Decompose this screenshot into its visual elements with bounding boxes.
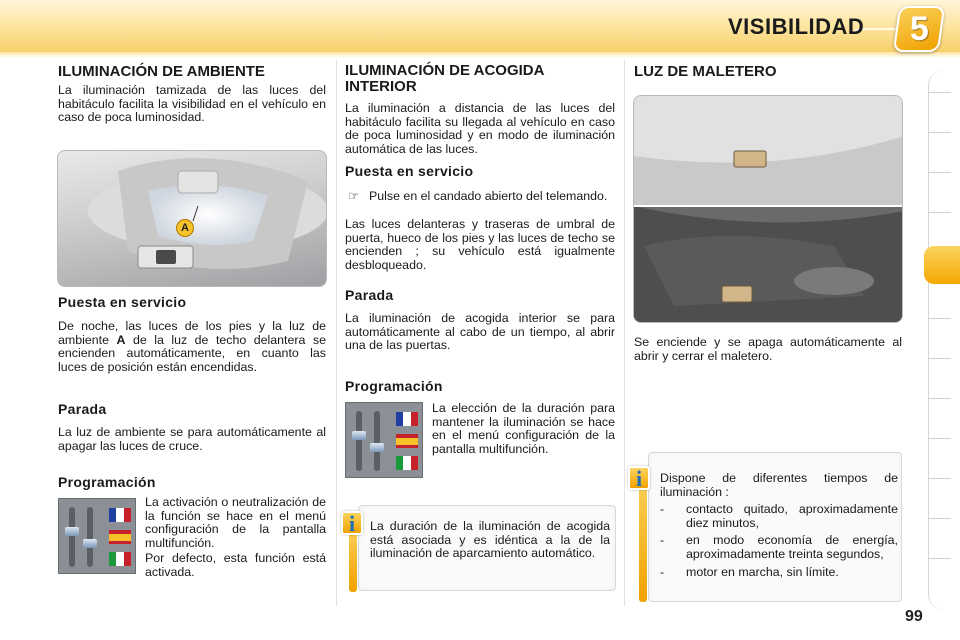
- page-number: 99: [905, 608, 923, 625]
- tab-divider: [929, 518, 951, 519]
- ambient-intro-text: La iluminación tamizada de las luces del habitáculo facilita la visibilidad en el vehículo en caso de poca luminosidad.: [58, 83, 326, 125]
- info-icon: i: [341, 511, 363, 535]
- list-item: [660, 503, 898, 530]
- tab-divider: [929, 212, 951, 213]
- ambient-activation-text-part2: de la luz de techo delantera se encienden automáticamente, en cuanto las luces de posición están encendidas.: [58, 332, 326, 374]
- tab-divider: [929, 132, 951, 133]
- header-band-shadow: [0, 52, 960, 58]
- pointing-hand-icon: ☞: [348, 189, 360, 203]
- ambient-default-text: Por defecto, esta función está activada.: [145, 551, 326, 579]
- flag-france-icon: [396, 412, 418, 426]
- column-divider: [624, 60, 625, 606]
- tab-divider: [929, 438, 951, 439]
- chapter-number-badge: [893, 6, 945, 52]
- ambient-activation-text-part1: De noche, las luces de los pies y la luz de ambiente: [58, 319, 326, 347]
- flag-france-icon: [109, 508, 131, 522]
- ceiling-light-illustration: [58, 151, 327, 287]
- info-icon: i: [628, 466, 650, 490]
- column-divider: [336, 60, 337, 606]
- welcome-programming-text: La elección de la duración para mantener la iluminación se hace en el menú configuración de la pantalla multifunción.: [432, 401, 615, 456]
- boot-light-text: Se enciende y se apaga automáticamente al abrir y cerrar el maletero.: [634, 335, 902, 363]
- info-lighting-durations-content: [660, 472, 898, 579]
- list-item-text: motor en marcha, sin límite.: [686, 564, 839, 579]
- lighting-duration-list: [660, 503, 898, 579]
- subsection-title-stop: Parada: [58, 401, 107, 417]
- list-item-text: contacto quitado, aproximadamente diez minutos,: [686, 502, 898, 530]
- multifunction-settings-icon: [58, 498, 136, 574]
- subsection-title-programming: Programación: [345, 378, 443, 394]
- boot-light-photo: [633, 95, 903, 323]
- subsection-title-stop: Parada: [345, 287, 394, 303]
- ambient-activation-text: [58, 320, 326, 374]
- subsection-title-activation: Puesta en servicio: [58, 294, 187, 310]
- flag-spain-icon: [109, 530, 131, 544]
- section-title-ambient-lighting: ILUMINACIÓN DE AMBIENTE: [58, 63, 265, 80]
- chapter-number: 5: [909, 9, 929, 48]
- subsection-title-programming: Programación: [58, 474, 156, 490]
- info-welcome-duration-text: La duración de la iluminación de acogida está asociada y es idéntica a la de la iluminación de aparcamiento automático.: [370, 519, 610, 561]
- chapter-title: VISIBILIDAD: [728, 14, 865, 39]
- tab-divider: [929, 92, 951, 93]
- tab-divider: [929, 398, 951, 399]
- boot-light-illustration: [634, 96, 903, 323]
- tab-divider: [929, 358, 951, 359]
- section-title-boot-light: LUZ DE MALETERO: [634, 63, 777, 80]
- tab-divider: [929, 558, 951, 559]
- welcome-activation-step-text: Pulse en el candado abierto del telemando.: [369, 189, 608, 203]
- chapter-tab-rail: [928, 70, 960, 610]
- flag-italy-icon: [109, 552, 131, 566]
- ambient-programming-text: La activación o neutralización de la función se hace en el menú configuración de la pantalla multifunción.: [145, 495, 326, 550]
- info-lighting-durations-intro: Dispone de diferentes tiempos de iluminación :: [660, 471, 898, 499]
- subsection-title-activation: Puesta en servicio: [345, 163, 474, 179]
- dash-marker: -: [660, 533, 665, 548]
- marker-a-badge: A: [176, 219, 194, 237]
- multifunction-settings-icon: [345, 402, 423, 478]
- marker-a-reference: A: [116, 332, 126, 347]
- active-chapter-tab[interactable]: [924, 246, 960, 284]
- list-item: [660, 534, 898, 561]
- tab-divider: [929, 172, 951, 173]
- tab-divider: [929, 318, 951, 319]
- welcome-intro-text: La iluminación a distancia de las luces del habitáculo facilita su llegada al vehículo en caso de poca luminosidad y en modo de iluminación automática de las luces.: [345, 101, 615, 156]
- flag-italy-icon: [396, 456, 418, 470]
- list-item-text: en modo economía de energía, aproximadamente treinta segundos,: [686, 533, 898, 561]
- section-title-welcome-lighting: ILUMINACIÓN DE ACOGIDA INTERIOR: [345, 62, 544, 95]
- dash-marker: -: [660, 564, 665, 579]
- ambient-stop-text: La luz de ambiente se para automáticamente al apagar las luces de cruce.: [58, 425, 326, 453]
- tab-divider: [929, 478, 951, 479]
- welcome-stop-text: La iluminación de acogida interior se para automáticamente al cabo de un tiempo, al abrir una de las puertas.: [345, 311, 615, 353]
- welcome-activation-text: Las luces delanteras y traseras de umbral de puerta, hueco de los pies y las luces de techo se encienden ; su vehículo está igualmente desbloqueado.: [345, 217, 615, 272]
- ceiling-light-photo: [57, 150, 327, 287]
- flag-spain-icon: [396, 434, 418, 448]
- dash-marker: -: [660, 502, 665, 517]
- list-item: [660, 566, 898, 580]
